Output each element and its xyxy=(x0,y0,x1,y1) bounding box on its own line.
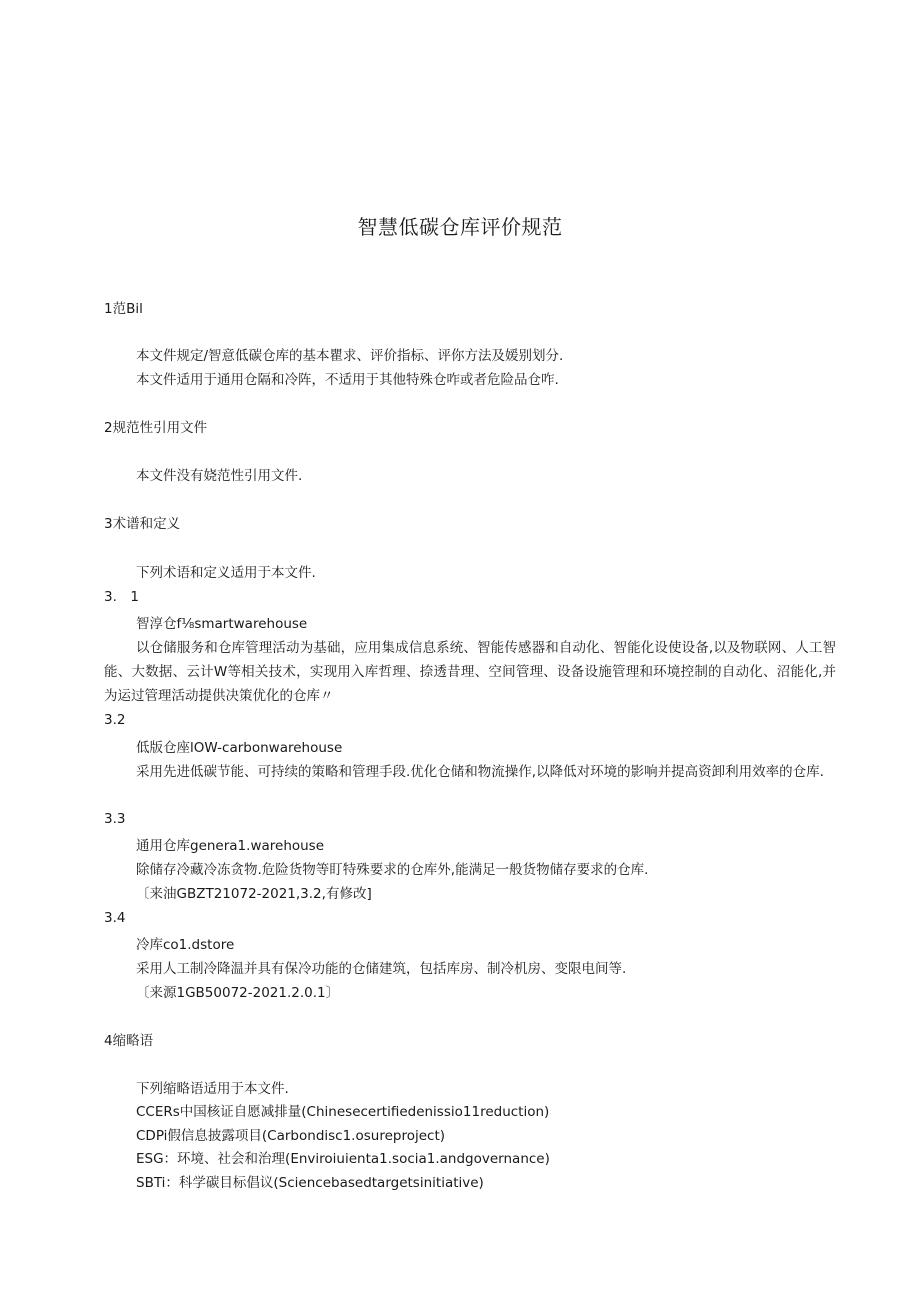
term-3-3-definition: 除储存冷藏冷冻贪物.危险货物等盯特殊要求的仓库外,能满足一般货物储存要求的仓库. xyxy=(136,862,649,878)
section-1-paragraph-1: 本文件规定/智意低碳仓库的基本瞿求、评价指标、评你方法及媛别划分. xyxy=(136,348,564,364)
term-3-4-source: 〔来源1GB50072-2021.2.0.1〕 xyxy=(136,985,340,1001)
section-1-heading: 1范Bil xyxy=(104,301,143,317)
section-2-heading: 2规范性引用文件 xyxy=(104,420,208,436)
abbreviation-item: ESG：环境、社会和治理(Enviroiuienta1.socia1.andgovernance) xyxy=(136,1151,550,1167)
term-3-2-name: 低版仓座lOW-carbonwarehouse xyxy=(136,740,343,756)
abbreviation-item: CCERs中国核证自愿减排量(Chinesecertifiedenissio11reduction) xyxy=(136,1104,550,1120)
abbreviation-item: SBTi：科学碳目标倡议(Sciencebasedtargetsinitiative) xyxy=(136,1175,484,1191)
document-title: 智慧低碳仓库评价规范 xyxy=(357,215,563,239)
term-3-3-source: 〔来油GBZT21072-2021,3.2,有修改] xyxy=(136,886,372,902)
term-3-4-number: 3.4 xyxy=(104,910,126,926)
term-3-3-number: 3.3 xyxy=(104,811,126,827)
section-4-heading: 4缩略语 xyxy=(104,1033,154,1049)
section-4-intro: 下列缩略语适用于本文件. xyxy=(136,1081,289,1097)
section-3-intro: 下列术语和定义适用于本文件. xyxy=(136,565,316,581)
abbreviation-item: CDPi假信息披露项目(Carbondisc1.osureproject) xyxy=(136,1128,446,1144)
term-3-2-number: 3.2 xyxy=(104,712,126,728)
term-3-4-definition: 采用人工制冷降温并具有保冷功能的仓储建筑，包括库房、制冷机房、变限电间等. xyxy=(136,961,627,977)
section-3-heading: 3术谱和定义 xyxy=(104,516,181,532)
section-1-paragraph-2: 本文件适用于通用仓隔和冷阵，不适用于其他特殊仓咋或者危险品仓咋. xyxy=(136,372,559,388)
term-3-2-definition: 采用先进低碳节能、可持续的策略和管理手段.优化仓储和物流操作,以降低对环境的影响并提高资卸利用效率的仓库. xyxy=(136,764,824,780)
term-3-1-number: 3. 1 xyxy=(104,589,139,605)
term-3-1-name: 智淳仓f⅛smartwarehouse xyxy=(136,616,308,632)
term-3-4-name: 冷库co1.dstore xyxy=(136,937,235,953)
section-2-paragraph-1: 本文件没有娆范性引用文件. xyxy=(136,468,303,484)
term-3-3-name: 通用仓库genera1.warehouse xyxy=(136,838,325,854)
term-3-1-definition: 以仓储服务和仓库管理活动为基础，应用集成信息系统、智能传感器和自动化、智能化设使设备,以及物联网、人工智能、大数据、云计W等相关技术，实现用入库哲理、捺透昔理、空间管理、设备设施管理和环境控制的自动化、沼能化,并为运过管理活动提供决策优化的仓库〃 xyxy=(104,640,836,704)
